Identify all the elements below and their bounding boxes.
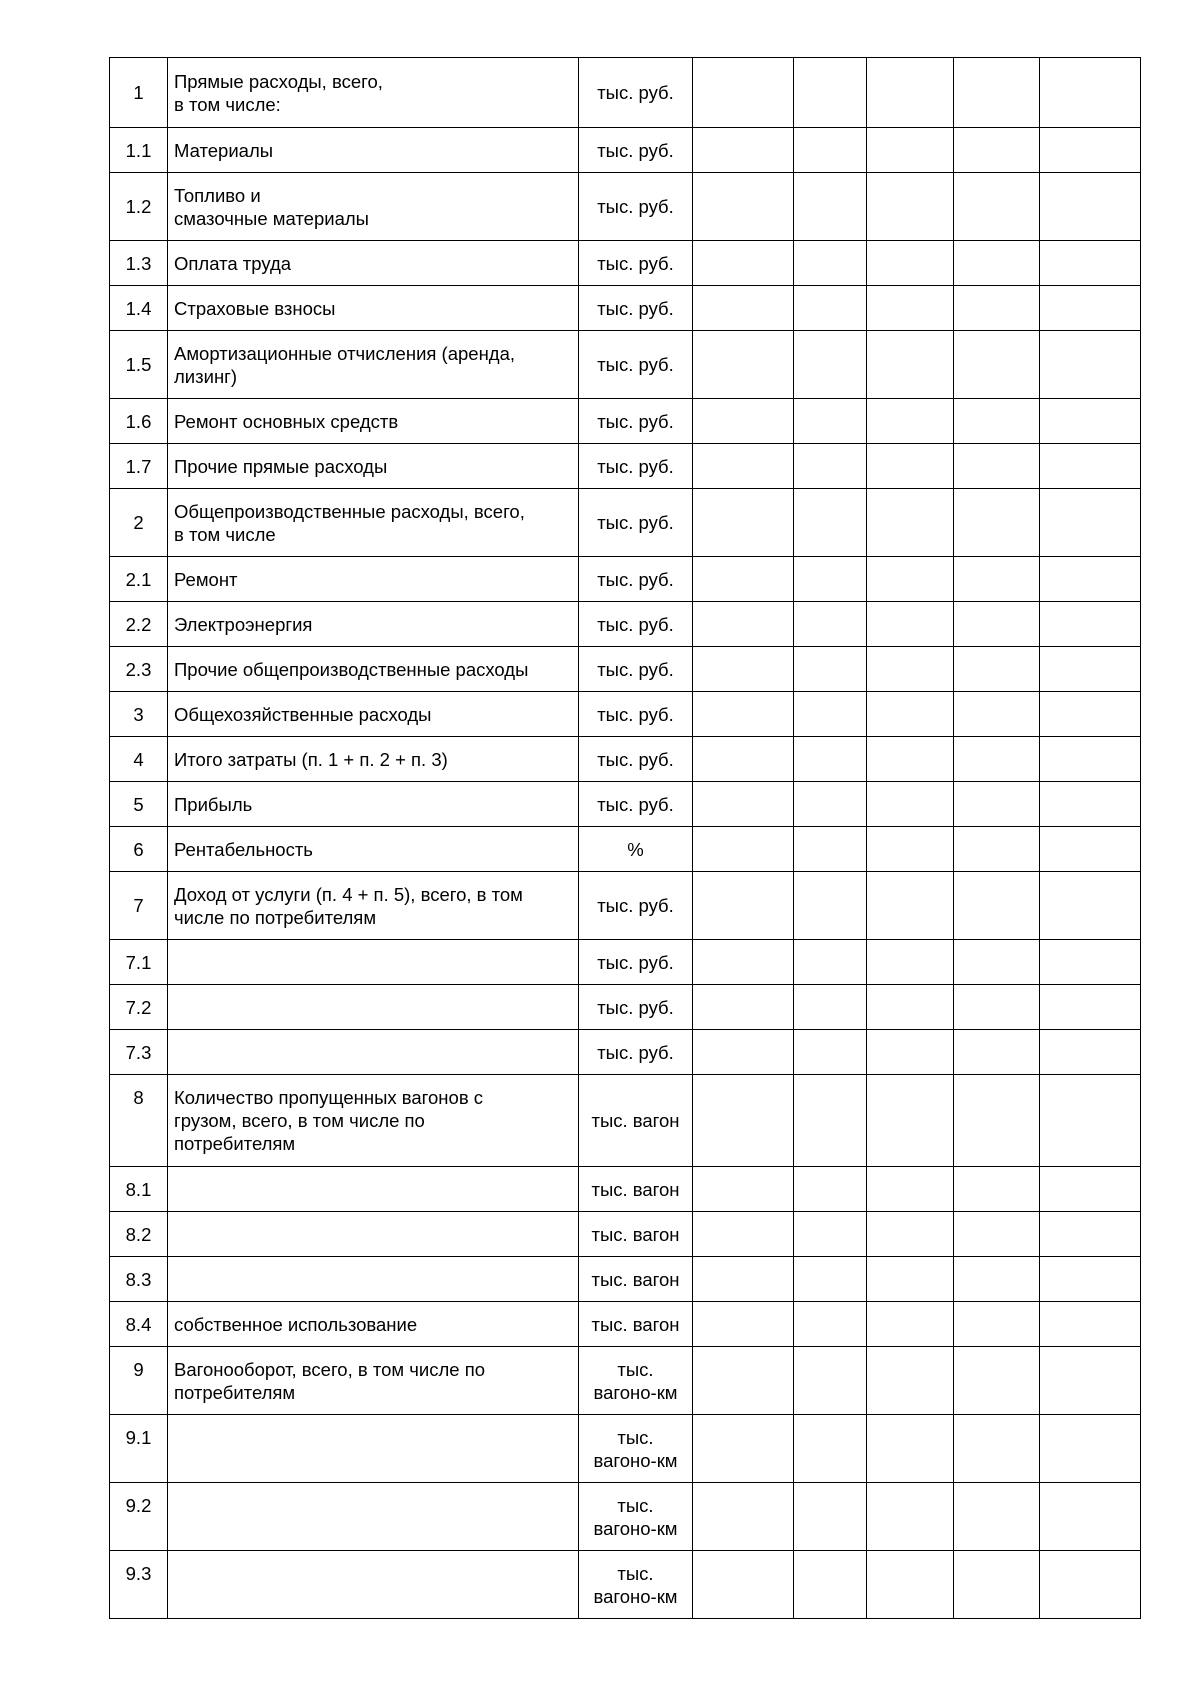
value-cell	[954, 985, 1040, 1030]
value-cell	[693, 872, 794, 940]
value-cell	[954, 1257, 1040, 1302]
value-cell	[867, 489, 954, 557]
row-item-name: Общехозяйственные расходы	[168, 692, 579, 737]
cost-table	[109, 57, 1141, 1619]
row-item-name: Электроэнергия	[168, 602, 579, 647]
value-cell	[794, 1212, 867, 1257]
value-cell	[954, 128, 1040, 173]
row-item-name	[168, 985, 579, 1030]
table-row	[110, 1212, 1141, 1257]
table-row	[110, 872, 1141, 940]
row-unit: тыс. вагоно-км	[579, 1483, 693, 1551]
row-unit: тыс. руб.	[579, 602, 693, 647]
row-number: 1.1	[110, 128, 168, 173]
table-row	[110, 173, 1141, 241]
row-unit: тыс. руб.	[579, 737, 693, 782]
row-number: 4	[110, 737, 168, 782]
row-item-name: Рентабельность	[168, 827, 579, 872]
value-cell	[1040, 128, 1141, 173]
value-cell	[794, 602, 867, 647]
value-cell	[794, 647, 867, 692]
value-cell	[867, 1212, 954, 1257]
value-cell	[867, 692, 954, 737]
row-number: 1.4	[110, 286, 168, 331]
value-cell	[1040, 1075, 1141, 1167]
table-row	[110, 444, 1141, 489]
value-cell	[1040, 985, 1141, 1030]
value-cell	[794, 286, 867, 331]
value-cell	[1040, 286, 1141, 331]
row-item-name: Амортизационные отчисления (аренда, лизинг)	[168, 331, 579, 399]
value-cell	[693, 985, 794, 1030]
row-unit: тыс. руб.	[579, 557, 693, 602]
value-cell	[954, 444, 1040, 489]
value-cell	[794, 1551, 867, 1619]
value-cell	[693, 737, 794, 782]
value-cell	[1040, 1483, 1141, 1551]
value-cell	[954, 692, 1040, 737]
value-cell	[1040, 940, 1141, 985]
value-cell	[794, 940, 867, 985]
value-cell	[1040, 331, 1141, 399]
value-cell	[1040, 399, 1141, 444]
row-number: 5	[110, 782, 168, 827]
value-cell	[867, 1030, 954, 1075]
value-cell	[794, 782, 867, 827]
value-cell	[867, 985, 954, 1030]
row-unit: тыс. руб.	[579, 286, 693, 331]
table-row	[110, 737, 1141, 782]
table-row	[110, 1483, 1141, 1551]
value-cell	[693, 58, 794, 128]
value-cell	[794, 173, 867, 241]
value-cell	[1040, 827, 1141, 872]
row-unit: тыс. вагоно-км	[579, 1551, 693, 1619]
value-cell	[867, 782, 954, 827]
row-number: 1.7	[110, 444, 168, 489]
row-number: 6	[110, 827, 168, 872]
table-row	[110, 1030, 1141, 1075]
value-cell	[794, 399, 867, 444]
value-cell	[1040, 1551, 1141, 1619]
value-cell	[1040, 241, 1141, 286]
row-number: 7.1	[110, 940, 168, 985]
value-cell	[794, 1075, 867, 1167]
row-item-name	[168, 1167, 579, 1212]
row-number: 1	[110, 58, 168, 128]
value-cell	[954, 173, 1040, 241]
value-cell	[867, 1167, 954, 1212]
row-item-name: Оплата труда	[168, 241, 579, 286]
row-number: 1.2	[110, 173, 168, 241]
table-row	[110, 489, 1141, 557]
value-cell	[693, 692, 794, 737]
table-row	[110, 940, 1141, 985]
row-item-name: Материалы	[168, 128, 579, 173]
row-unit: тыс. руб.	[579, 692, 693, 737]
value-cell	[1040, 1257, 1141, 1302]
row-item-name	[168, 1551, 579, 1619]
value-cell	[1040, 692, 1141, 737]
row-item-name: Ремонт основных средств	[168, 399, 579, 444]
value-cell	[693, 647, 794, 692]
value-cell	[867, 647, 954, 692]
value-cell	[954, 647, 1040, 692]
value-cell	[1040, 1415, 1141, 1483]
value-cell	[1040, 444, 1141, 489]
value-cell	[954, 1483, 1040, 1551]
row-item-name	[168, 1212, 579, 1257]
value-cell	[1040, 1030, 1141, 1075]
value-cell	[1040, 737, 1141, 782]
value-cell	[794, 872, 867, 940]
row-unit: тыс. руб.	[579, 444, 693, 489]
row-unit: тыс. руб.	[579, 940, 693, 985]
value-cell	[693, 1483, 794, 1551]
table-row	[110, 128, 1141, 173]
value-cell	[867, 286, 954, 331]
value-cell	[693, 1415, 794, 1483]
value-cell	[794, 1257, 867, 1302]
row-unit: тыс. руб.	[579, 782, 693, 827]
row-item-name	[168, 1030, 579, 1075]
value-cell	[693, 1212, 794, 1257]
value-cell	[794, 1167, 867, 1212]
value-cell	[794, 1483, 867, 1551]
value-cell	[1040, 1212, 1141, 1257]
table-row	[110, 692, 1141, 737]
value-cell	[794, 692, 867, 737]
row-number: 2.2	[110, 602, 168, 647]
value-cell	[693, 241, 794, 286]
row-number: 8	[110, 1075, 168, 1167]
row-item-name: собственное использование	[168, 1302, 579, 1347]
value-cell	[954, 1302, 1040, 1347]
value-cell	[794, 557, 867, 602]
row-item-name: Прямые расходы, всего, в том числе:	[168, 58, 579, 128]
value-cell	[693, 489, 794, 557]
value-cell	[867, 940, 954, 985]
row-unit: %	[579, 827, 693, 872]
value-cell	[1040, 647, 1141, 692]
table-row	[110, 557, 1141, 602]
row-item-name	[168, 1257, 579, 1302]
value-cell	[693, 940, 794, 985]
value-cell	[794, 331, 867, 399]
value-cell	[794, 737, 867, 782]
value-cell	[867, 1075, 954, 1167]
value-cell	[954, 399, 1040, 444]
row-item-name	[168, 1415, 579, 1483]
row-item-name: Топливо и смазочные материалы	[168, 173, 579, 241]
value-cell	[867, 602, 954, 647]
table-row	[110, 1347, 1141, 1415]
table-row	[110, 1167, 1141, 1212]
value-cell	[693, 602, 794, 647]
row-unit: тыс. руб.	[579, 1030, 693, 1075]
value-cell	[954, 1212, 1040, 1257]
table-row	[110, 985, 1141, 1030]
value-cell	[954, 827, 1040, 872]
value-cell	[954, 1347, 1040, 1415]
value-cell	[954, 557, 1040, 602]
value-cell	[1040, 58, 1141, 128]
row-unit: тыс. вагоно-км	[579, 1347, 693, 1415]
value-cell	[954, 602, 1040, 647]
row-item-name: Прочие прямые расходы	[168, 444, 579, 489]
value-cell	[954, 782, 1040, 827]
value-cell	[954, 1415, 1040, 1483]
value-cell	[954, 1075, 1040, 1167]
row-number: 9.1	[110, 1415, 168, 1483]
value-cell	[794, 241, 867, 286]
value-cell	[693, 286, 794, 331]
value-cell	[1040, 1167, 1141, 1212]
table-row	[110, 399, 1141, 444]
value-cell	[954, 241, 1040, 286]
value-cell	[1040, 489, 1141, 557]
row-unit: тыс. руб.	[579, 489, 693, 557]
value-cell	[954, 872, 1040, 940]
row-number: 3	[110, 692, 168, 737]
value-cell	[954, 940, 1040, 985]
row-unit: тыс. вагон	[579, 1257, 693, 1302]
row-item-name: Прибыль	[168, 782, 579, 827]
value-cell	[1040, 1347, 1141, 1415]
value-cell	[794, 489, 867, 557]
row-unit: тыс. вагон	[579, 1212, 693, 1257]
value-cell	[867, 872, 954, 940]
value-cell	[867, 1302, 954, 1347]
row-number: 2.1	[110, 557, 168, 602]
value-cell	[693, 1167, 794, 1212]
value-cell	[1040, 557, 1141, 602]
value-cell	[1040, 173, 1141, 241]
row-item-name	[168, 1483, 579, 1551]
row-number: 7.3	[110, 1030, 168, 1075]
table-row	[110, 782, 1141, 827]
value-cell	[794, 128, 867, 173]
value-cell	[794, 1302, 867, 1347]
value-cell	[867, 737, 954, 782]
row-item-name: Прочие общепроизводственные расходы	[168, 647, 579, 692]
value-cell	[867, 128, 954, 173]
value-cell	[693, 827, 794, 872]
value-cell	[794, 827, 867, 872]
value-cell	[1040, 602, 1141, 647]
row-number: 9	[110, 1347, 168, 1415]
value-cell	[867, 557, 954, 602]
row-item-name: Страховые взносы	[168, 286, 579, 331]
row-number: 9.3	[110, 1551, 168, 1619]
row-number: 9.2	[110, 1483, 168, 1551]
row-number: 8.3	[110, 1257, 168, 1302]
value-cell	[1040, 872, 1141, 940]
value-cell	[693, 1302, 794, 1347]
row-number: 7.2	[110, 985, 168, 1030]
row-item-name: Доход от услуги (п. 4 + п. 5), всего, в том числе по потребителям	[168, 872, 579, 940]
row-unit: тыс. руб.	[579, 58, 693, 128]
value-cell	[867, 1483, 954, 1551]
row-unit: тыс. руб.	[579, 399, 693, 444]
table-row	[110, 647, 1141, 692]
value-cell	[794, 1030, 867, 1075]
row-number: 2	[110, 489, 168, 557]
value-cell	[954, 1030, 1040, 1075]
value-cell	[693, 399, 794, 444]
value-cell	[954, 286, 1040, 331]
table-row	[110, 241, 1141, 286]
row-unit: тыс. руб.	[579, 985, 693, 1030]
row-number: 1.6	[110, 399, 168, 444]
table-row	[110, 331, 1141, 399]
row-unit: тыс. вагон	[579, 1302, 693, 1347]
value-cell	[954, 58, 1040, 128]
value-cell	[954, 489, 1040, 557]
table-row	[110, 602, 1141, 647]
row-unit: тыс. руб.	[579, 173, 693, 241]
value-cell	[693, 1551, 794, 1619]
row-number: 8.1	[110, 1167, 168, 1212]
row-number: 8.4	[110, 1302, 168, 1347]
row-item-name: Общепроизводственные расходы, всего, в том числе	[168, 489, 579, 557]
value-cell	[794, 444, 867, 489]
table-row	[110, 1302, 1141, 1347]
value-cell	[867, 1347, 954, 1415]
row-unit: тыс. руб.	[579, 647, 693, 692]
row-number: 1.5	[110, 331, 168, 399]
table-row	[110, 1415, 1141, 1483]
value-cell	[693, 1347, 794, 1415]
value-cell	[1040, 782, 1141, 827]
value-cell	[693, 444, 794, 489]
value-cell	[693, 173, 794, 241]
value-cell	[794, 1347, 867, 1415]
row-unit: тыс. руб.	[579, 872, 693, 940]
row-item-name: Ремонт	[168, 557, 579, 602]
table-row	[110, 1075, 1141, 1167]
value-cell	[693, 782, 794, 827]
row-unit: тыс. вагоно-км	[579, 1415, 693, 1483]
row-item-name	[168, 940, 579, 985]
row-unit: тыс. вагон	[579, 1167, 693, 1212]
row-number: 8.2	[110, 1212, 168, 1257]
value-cell	[867, 444, 954, 489]
value-cell	[954, 1551, 1040, 1619]
value-cell	[794, 1415, 867, 1483]
value-cell	[954, 1167, 1040, 1212]
value-cell	[867, 399, 954, 444]
value-cell	[794, 58, 867, 128]
row-unit: тыс. руб.	[579, 241, 693, 286]
row-number: 7	[110, 872, 168, 940]
value-cell	[954, 737, 1040, 782]
value-cell	[794, 985, 867, 1030]
table-row	[110, 1551, 1141, 1619]
table-row	[110, 286, 1141, 331]
value-cell	[867, 1415, 954, 1483]
row-item-name: Итого затраты (п. 1 + п. 2 + п. 3)	[168, 737, 579, 782]
value-cell	[693, 1075, 794, 1167]
value-cell	[693, 128, 794, 173]
row-item-name: Вагонооборот, всего, в том числе по потребителям	[168, 1347, 579, 1415]
value-cell	[693, 557, 794, 602]
value-cell	[693, 1030, 794, 1075]
row-unit: тыс. руб.	[579, 128, 693, 173]
table-row	[110, 827, 1141, 872]
row-number: 2.3	[110, 647, 168, 692]
value-cell	[693, 1257, 794, 1302]
value-cell	[1040, 1302, 1141, 1347]
value-cell	[867, 173, 954, 241]
table-row	[110, 58, 1141, 128]
value-cell	[867, 241, 954, 286]
row-unit: тыс. руб.	[579, 331, 693, 399]
table-row	[110, 1257, 1141, 1302]
row-number: 1.3	[110, 241, 168, 286]
value-cell	[867, 58, 954, 128]
value-cell	[867, 331, 954, 399]
value-cell	[867, 1257, 954, 1302]
value-cell	[693, 331, 794, 399]
value-cell	[867, 827, 954, 872]
row-item-name: Количество пропущенных вагонов с грузом, всего, в том числе по потребителям	[168, 1075, 579, 1167]
row-unit: тыс. вагон	[579, 1075, 693, 1167]
value-cell	[867, 1551, 954, 1619]
value-cell	[954, 331, 1040, 399]
